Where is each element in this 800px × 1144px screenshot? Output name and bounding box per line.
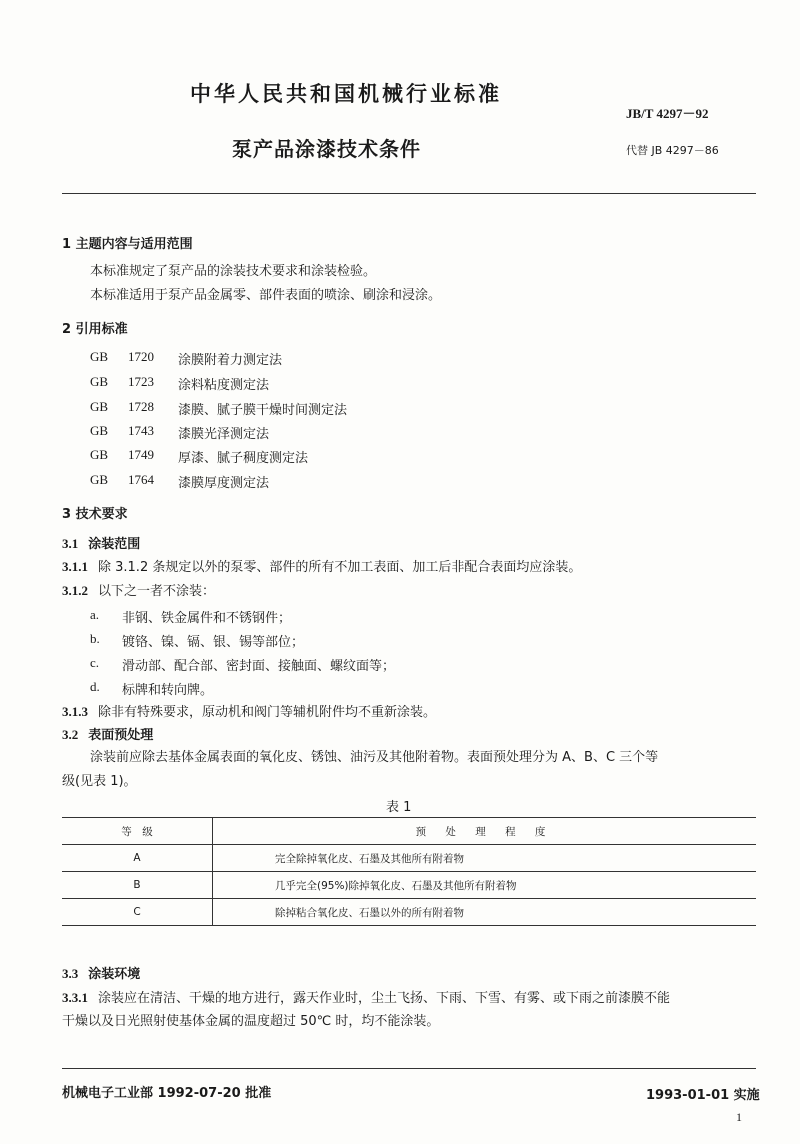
ref-prefix: GB [90,472,109,487]
clause-3-1-3: 3.1.3 除非有特殊要求，原动机和阀门等辅机附件均不重新涂装。 [62,704,437,720]
ref-title: 涂料粘度测定法 [178,378,270,393]
ref-number: 1749 [128,447,154,462]
section-1-paragraph: 本标准规定了泵产品的涂装技术要求和涂装检验。 [90,264,377,279]
section-2-heading: 2 引用标准 [62,322,128,337]
standard-category-title: 中华人民共和国机械行业标准 [190,82,502,106]
pretreatment-grade-table [62,817,756,926]
clause-3-1-1: 3.1.1 除 3.1.2 条规定以外的泵零、部件的所有不加工表面、加工后非配合表面均应涂装。 [62,559,582,575]
header-divider [62,193,756,194]
section-1-paragraph: 本标准适用于泵产品金属零、部件表面的喷涂、刷涂和浸涂。 [90,288,442,303]
ref-title: 厚漆、腻子稠度测定法 [178,451,309,466]
ref-prefix: GB [90,423,109,438]
table-caption: 表 1 [386,800,412,815]
section-3-2-paragraph: 级(见表 1)。 [62,774,137,789]
ref-title: 漆膜厚度测定法 [178,476,270,491]
subsection-3-2-heading: 3.2 表面预处理 [62,727,154,743]
approval-line: 机械电子工业部 1992-07-20 批准 [62,1086,272,1101]
grade-cell: C [62,899,213,926]
clause-3-3-1: 3.3.1 涂装应在清洁、干燥的地方进行，露天作业时，尘土飞扬、下雨、下雪、有雾、或下雨之前漆膜不能 [62,990,671,1006]
subsection-3-1-heading: 3.1 涂装范围 [62,536,141,552]
ref-prefix: GB [90,399,109,414]
ref-prefix: GB [90,349,109,364]
subsection-3-3-heading: 3.3 涂装环境 [62,966,141,982]
grade-cell: A [62,845,213,872]
ref-number: 1743 [128,423,154,438]
table-header-row [62,818,756,845]
reference-standard-row [90,349,282,368]
ref-number: 1764 [128,472,154,487]
ref-number: 1723 [128,374,154,389]
ref-number: 1720 [128,349,154,364]
table-header-cell: 预 处 理 程 度 [213,818,757,845]
footer-divider [62,1068,756,1069]
ref-prefix: GB [90,447,109,462]
table-row [62,899,756,926]
document-title: 泵产品涂漆技术条件 [232,137,421,161]
ref-title: 漆膜、腻子膜干燥时间测定法 [178,403,348,418]
description-cell: 几乎完全(95%)除掉氧化皮、石墨及其他所有附着物 [213,872,757,899]
reference-standard-row [90,472,269,491]
exclusion-list-item: a. 非钢、铁金属件和不锈钢件； [90,607,292,626]
reference-standard-row [90,399,347,418]
section-3-heading: 3 技术要求 [62,507,128,522]
section-3-2-paragraph: 涂装前应除去基体金属表面的氧化皮、锈蚀、油污及其他附着物。表面预处理分为 A、B、C 三个等 [90,750,659,765]
exclusion-list-item: c. 滑动部、配合部、密封面、接触面、螺纹面等； [90,655,396,674]
description-cell: 除掉粘合氧化皮、石墨以外的所有附着物 [213,899,757,926]
replaces-standard: 代替 JB 4297－86 [626,144,719,157]
section-1-heading: 1 主题内容与适用范围 [62,237,193,252]
table-row [62,872,756,899]
reference-standard-row [90,447,308,466]
ref-title: 涂膜附着力测定法 [178,353,283,368]
description-cell: 完全除掉氧化皮、石墨及其他所有附着物 [213,845,757,872]
exclusion-list-item: d. 标牌和转向牌。 [90,679,214,698]
page-number: 1 [736,1110,742,1124]
exclusion-list-item: b. 镀铬、镍、镉、银、锡等部位； [90,631,305,650]
table-row [62,845,756,872]
grade-cell: B [62,872,213,899]
table-header-cell: 等 级 [62,818,213,845]
standard-number: JB/T 4297－92 [626,106,709,121]
ref-prefix: GB [90,374,109,389]
clause-3-1-2: 3.1.2 以下之一者不涂装： [62,583,216,599]
reference-standard-row [90,374,269,393]
reference-standard-row [90,423,269,442]
ref-number: 1728 [128,399,154,414]
clause-3-3-1-continued: 干燥以及日光照射使基体金属的温度超过 50℃ 时，均不能涂装。 [62,1014,440,1029]
effective-date: 1993-01-01 实施 [646,1088,760,1103]
ref-title: 漆膜光泽测定法 [178,427,270,442]
